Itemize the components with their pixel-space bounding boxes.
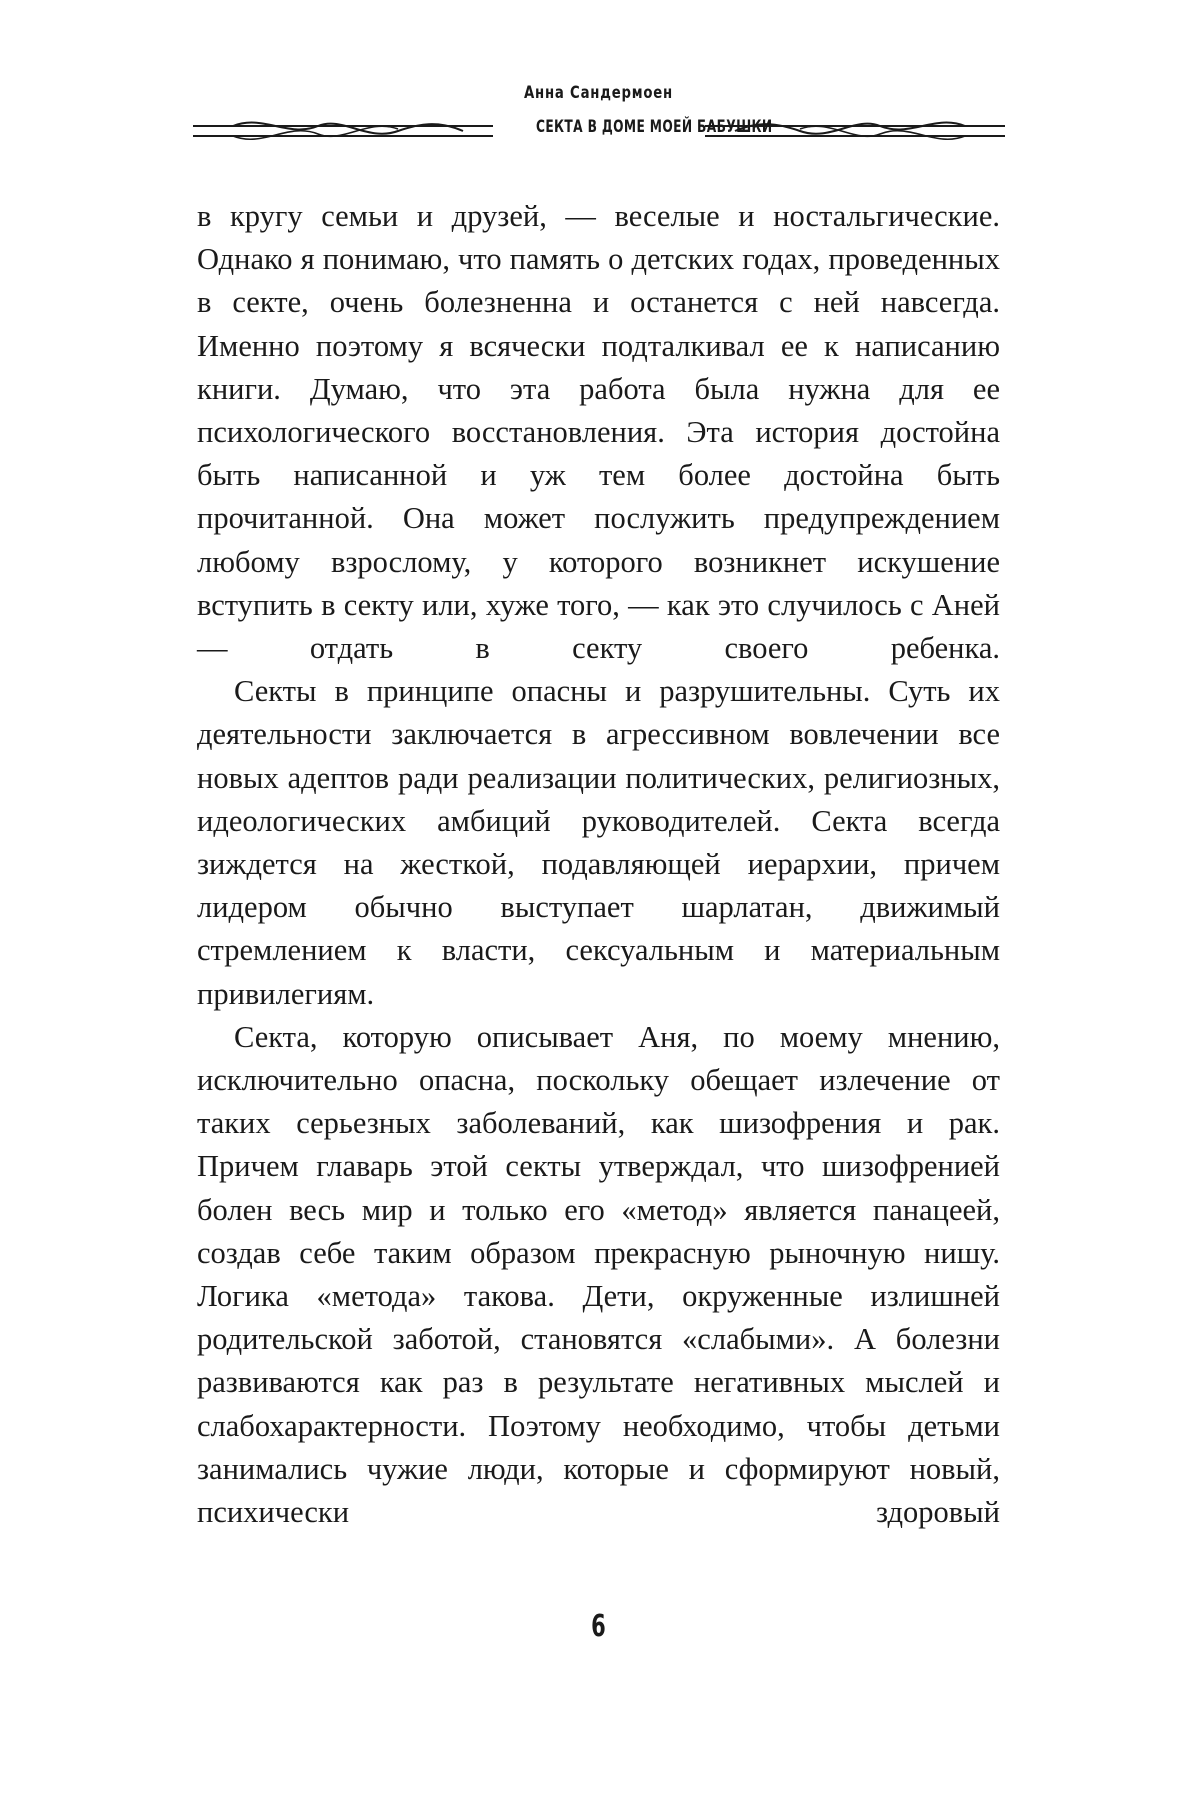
- running-head: [0, 80, 1197, 146]
- running-head-book-title: [490, 114, 773, 140]
- paragraph-sects-dangerous: Секты в принципе опасны и разрушительны. Суть их деятельности заключается в агрессивном вовлечении все новых адептов ради реализации политических, религиозных, идеологических амбиций руководителей. Секта всегда зиждется на жесткой, подавляющей иерархии, причем лидером обычно выступает шарлатан, движимый стремлением к власти, сексуальным и материальным привилегиям.: [197, 674, 1000, 1011]
- page-number: [0, 1607, 1197, 1647]
- body-text: [197, 195, 1000, 1534]
- left-ornament-rule: [193, 112, 493, 146]
- page-number-text: 6: [591, 1609, 606, 1644]
- paragraph-continued: в кругу семьи и друзей, — веселые и ностальгические. Однако я понимаю, что память о детских годах, проведенных в секте, очень болезненна и останется с ней навсегда. Именно поэтому я всячески подталкивал ее к написанию книги. Думаю, что эта работа была нужна для ее психологического восстановления. Эта история достойна быть написанной и уж тем более достойна быть прочитанной. Она может послужить предупреждением любому взрослому, у которого возникнет искушение вступить в секту или, хуже того, — как это случилось с Аней — отдать в секту своего ребенка.: [197, 199, 1000, 666]
- paragraph-anya-sect: Секта, которую описывает Аня, по моему мнению, исключительно опасна, поскольку обещает излечение от таких серьезных заболеваний, как шизофрения и рак. Причем главарь этой секты утверждал, что шизофренией болен весь мир и только его «метод» является панацеей, создав себе таким образом прекрасную рыночную нишу. Логика «метода» такова. Дети, окруженные излишней родительской заботой, становятся «слабыми». А болезни развиваются как раз в результате негативных мыслей и слабохарактерности. Поэтому необходимо, чтобы детьми занимались чужие люди, которые и сформируют новый, психически здоровый: [197, 1019, 1000, 1530]
- running-head-book-title-text: СЕКТА В ДОМЕ МОЕЙ БАБУШКИ: [535, 117, 773, 137]
- right-ornament-rule: [705, 112, 1005, 146]
- running-head-author: Анна Сандермоен: [523, 83, 673, 103]
- running-head-title-row: [0, 112, 1197, 146]
